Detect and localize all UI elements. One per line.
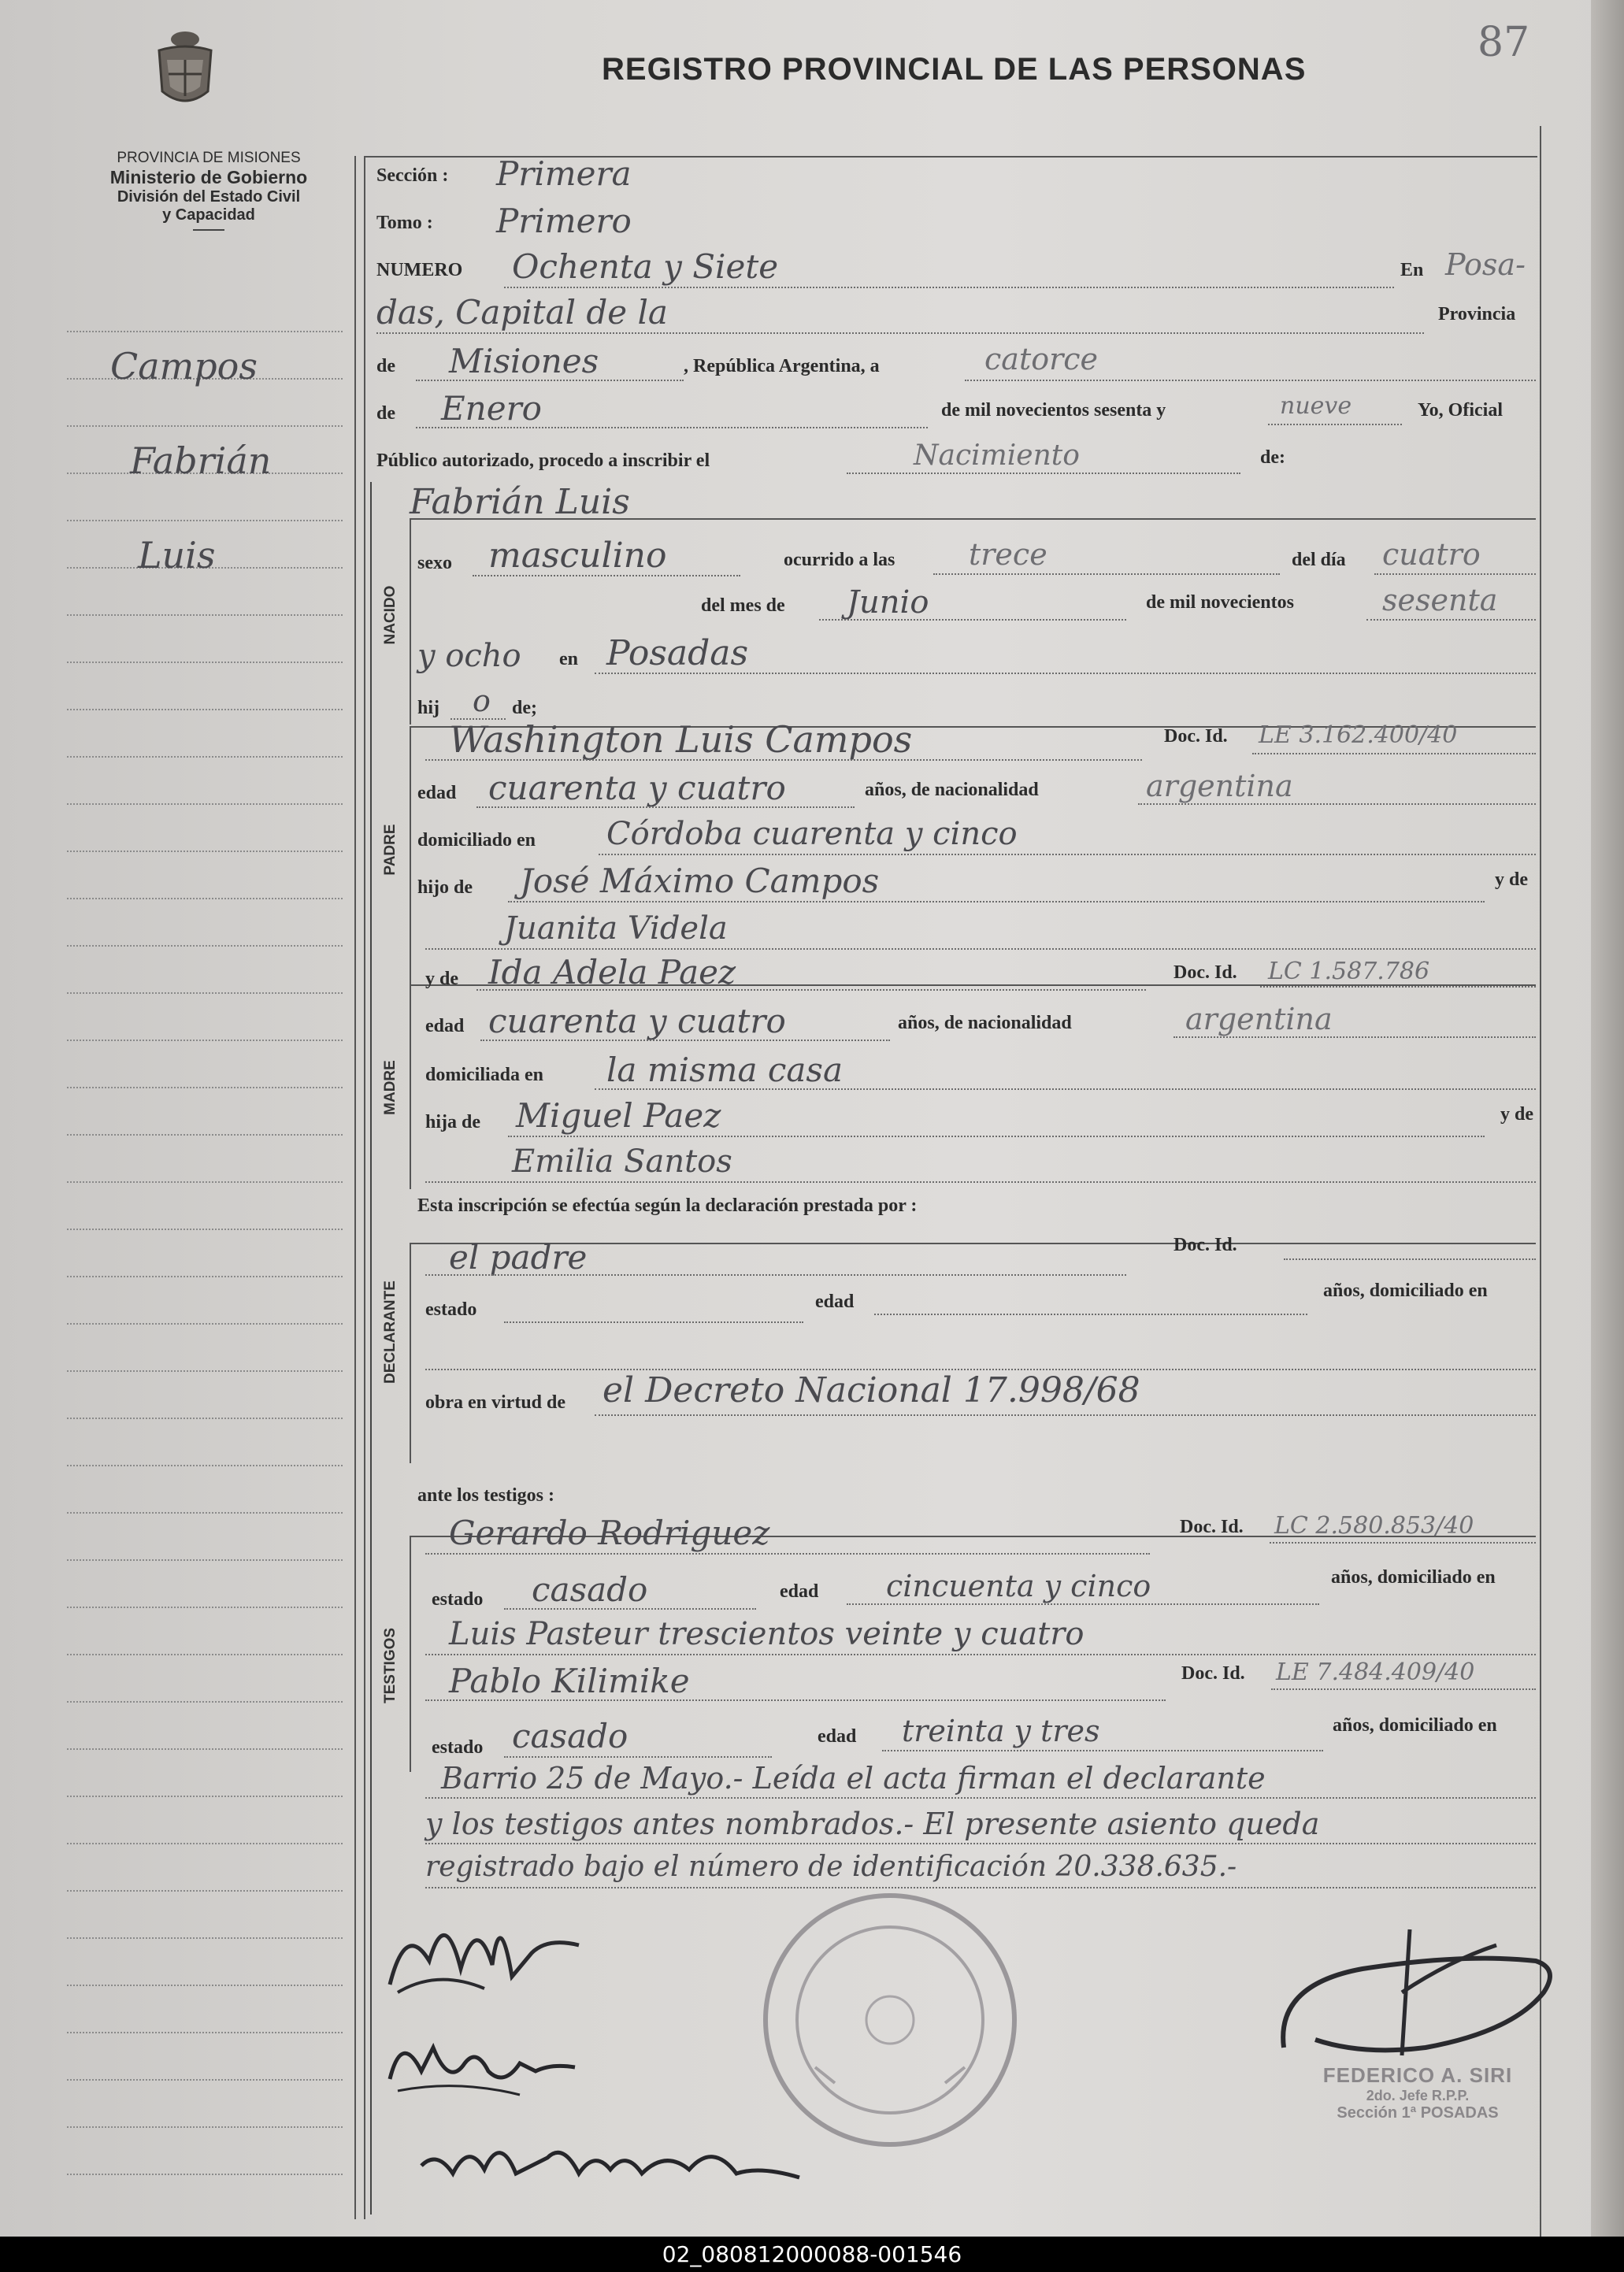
label-madre-y-de: y de: [1500, 1104, 1533, 1125]
section-label-testigos: TESTIGOS: [382, 1627, 399, 1703]
value-padre-padre: José Máximo Campos: [520, 862, 880, 900]
label-madre-doc: Doc. Id.: [1174, 962, 1237, 983]
signature-testigo2-icon: [413, 2118, 807, 2197]
official-stamp-section: Sección 1ª POSADAS: [1337, 2104, 1499, 2122]
signature-declarante-icon: [374, 1890, 595, 2008]
value-testigo1-doc: LC 2.580.853/40: [1274, 1512, 1474, 1540]
label-sexo: sexo: [417, 553, 452, 573]
value-nombre: Fabrián Luis: [410, 482, 630, 522]
label-declaracion: Esta inscripción se efectúa según la declaración prestada por :: [417, 1195, 918, 1216]
value-testigo2-estado: casado: [512, 1717, 628, 1755]
label-republica: , República Argentina, a: [684, 356, 880, 376]
institution-ministry: Ministerio de Gobierno: [109, 167, 308, 187]
value-hijo-letter: o: [473, 684, 491, 718]
value-en-city-a: Posa-: [1445, 247, 1526, 282]
value-madre-madre: Emilia Santos: [512, 1143, 732, 1180]
margin-middle-name: Luis: [138, 534, 216, 576]
value-madre-doc: LC 1.587.786: [1268, 958, 1430, 985]
closing-line-1: Barrio 25 de Mayo.- Leída el acta firman el declarante: [441, 1761, 1266, 1796]
value-madre-edad: cuarenta y cuatro: [488, 1002, 786, 1040]
label-declarante-edad: edad: [815, 1292, 855, 1312]
value-testigo2-edad: treinta y tres: [902, 1714, 1100, 1748]
label-padre-hijo-de: hijo de: [417, 877, 473, 898]
label-madre-y-de-start: y de: [425, 969, 458, 989]
label-testigo2-estado: estado: [432, 1737, 484, 1758]
value-padre-nacionalidad: argentina: [1146, 769, 1293, 803]
label-ante-testigos: ante los testigos :: [417, 1485, 554, 1506]
institution-block: [55, 150, 362, 231]
value-lugar-nac: Posadas: [606, 633, 749, 673]
label-del-dia: del día: [1292, 550, 1346, 570]
value-mes-nac: Junio: [847, 584, 929, 621]
closing-line-3: registrado bajo el número de identificación 20.338.635.-: [425, 1851, 1237, 1883]
value-padre-nombre: Washington Luis Campos: [449, 718, 913, 761]
value-testigo1-nombre: Gerardo Rodriguez: [449, 1514, 770, 1552]
official-stamp-role: 2do. Jefe R.P.P.: [1366, 2088, 1470, 2103]
label-de-mil: de mil novecientos: [1146, 592, 1294, 613]
label-padre-y-de: y de: [1495, 869, 1528, 890]
signature-testigo1-icon: [378, 2024, 583, 2111]
label-de-mes: de: [376, 403, 395, 424]
label-testigo1-edad: edad: [780, 1581, 819, 1602]
label-de-colon: de:: [1260, 447, 1285, 468]
coat-of-arms-icon: [150, 28, 221, 115]
label-padre-edad: edad: [417, 783, 457, 803]
value-madre-domicilio: la misma casa: [606, 1051, 844, 1089]
label-testigo2-doc: Doc. Id.: [1181, 1663, 1245, 1684]
label-seccion: Sección :: [376, 165, 449, 186]
value-tomo: Primero: [496, 202, 632, 240]
label-madre-domicilio: domiciliada en: [425, 1065, 544, 1085]
label-testigo2-domiciliado: años, domiciliado en: [1333, 1715, 1497, 1736]
value-ano-nac-b: y ocho: [417, 638, 521, 674]
label-provincia: Provincia: [1438, 304, 1516, 324]
label-numero: NUMERO: [376, 260, 463, 280]
value-padre-madre: Juanita Videla: [504, 910, 728, 947]
label-obra: obra en virtud de: [425, 1392, 566, 1413]
label-padre-doc: Doc. Id.: [1164, 726, 1228, 747]
value-testigo2-nombre: Pablo Kilimike: [449, 1662, 690, 1700]
value-madre-padre: Miguel Paez: [516, 1096, 721, 1135]
institution-province: PROVINCIA DE MISIONES: [117, 150, 301, 166]
value-madre-nacionalidad: argentina: [1185, 1002, 1333, 1036]
value-provincia: Misiones: [449, 342, 599, 380]
official-seal-icon: [756, 1886, 1024, 2154]
value-seccion: Primera: [496, 154, 632, 193]
value-testigo1-edad: cincuenta y cinco: [886, 1569, 1151, 1603]
label-madre-hija-de: hija de: [425, 1112, 481, 1132]
closing-line-2: y los testigos antes nombrados.- El presente asiento queda: [425, 1807, 1320, 1841]
value-declarante: el padre: [449, 1238, 588, 1277]
label-ocurrido: ocurrido a las: [784, 550, 895, 570]
label-en: En: [1400, 260, 1424, 280]
label-hijo: hij: [417, 698, 440, 718]
value-testigo1-domicilio: Luis Pasteur trescientos veinte y cuatro: [449, 1616, 1085, 1652]
label-testigo2-edad: edad: [818, 1726, 857, 1747]
official-stamp-name: FEDERICO A. SIRI: [1322, 2063, 1513, 2087]
value-hora: trece: [969, 537, 1047, 572]
value-padre-edad: cuarenta y cuatro: [488, 769, 786, 807]
page-edge: [1591, 0, 1624, 2237]
institution-division: División del Estado Civil: [117, 188, 301, 206]
official-stamp: [1292, 2063, 1544, 2122]
value-sexo: masculino: [488, 536, 667, 576]
section-label-madre: MADRE: [382, 1060, 399, 1115]
value-decreto: el Decreto Nacional 17.998/68: [603, 1370, 1140, 1410]
value-numero: Ochenta y Siete: [512, 247, 779, 286]
label-testigo1-doc: Doc. Id.: [1180, 1517, 1244, 1537]
label-de-provincia: de: [376, 356, 395, 376]
section-label-nacido: NACIDO: [382, 585, 399, 645]
image-id-caption: 02_080812000088-001546: [0, 2237, 1624, 2272]
page-number: 87: [1478, 19, 1530, 66]
label-del-mes: del mes de: [701, 595, 785, 616]
label-testigo1-estado: estado: [432, 1589, 484, 1610]
value-padre-domicilio: Córdoba cuarenta y cinco: [606, 816, 1018, 852]
label-declarante-doc: Doc. Id.: [1174, 1235, 1237, 1255]
section-label-declarante: DECLARANTE: [382, 1281, 399, 1384]
value-testigo1-estado: casado: [532, 1570, 648, 1609]
value-testigo2-doc: LE 7.484.409/40: [1276, 1659, 1475, 1686]
signature-official-icon: [1268, 1914, 1567, 2079]
value-padre-doc: LE 3.162.400/40: [1259, 721, 1458, 749]
value-ano-nac-a: sesenta: [1382, 583, 1498, 617]
value-ano-inscripcion: nueve: [1280, 392, 1352, 420]
label-tomo: Tomo :: [376, 213, 433, 233]
label-en-lugar: en: [559, 649, 578, 669]
value-acto: Nacimiento: [914, 439, 1080, 472]
margin-surname: Campos: [110, 345, 258, 387]
value-dia-inscripcion: catorce: [984, 342, 1099, 376]
label-testigo1-domiciliado: años, domiciliado en: [1331, 1567, 1496, 1588]
label-declarante-estado: estado: [425, 1299, 477, 1320]
institution-capacity: y Capacidad: [162, 206, 255, 224]
label-de-mil-sesenta: de mil novecientos sesenta y: [941, 400, 1166, 421]
label-de-semi: de;: [512, 698, 537, 718]
label-padre-domicilio: domiciliado en: [417, 830, 536, 851]
value-dia-nac: cuatro: [1382, 537, 1481, 572]
label-madre-edad: edad: [425, 1016, 465, 1036]
page-title: REGISTRO PROVINCIAL DE LAS PERSONAS: [602, 52, 1307, 87]
label-declarante-domiciliado: años, domiciliado en: [1323, 1281, 1488, 1301]
section-label-padre: PADRE: [382, 824, 399, 876]
value-mes-inscripcion: Enero: [441, 389, 542, 428]
value-madre-nombre: Ida Adela Paez: [488, 953, 736, 991]
margin-first-name: Fabrián: [130, 439, 272, 482]
label-publico: Público autorizado, procedo a inscribir el: [376, 450, 710, 471]
label-madre-nacionalidad: años, de nacionalidad: [898, 1013, 1072, 1033]
label-yo-oficial: Yo, Oficial: [1418, 400, 1503, 421]
value-en-city-b: das, Capital de la: [376, 293, 668, 332]
label-padre-nacionalidad: años, de nacionalidad: [865, 780, 1039, 800]
